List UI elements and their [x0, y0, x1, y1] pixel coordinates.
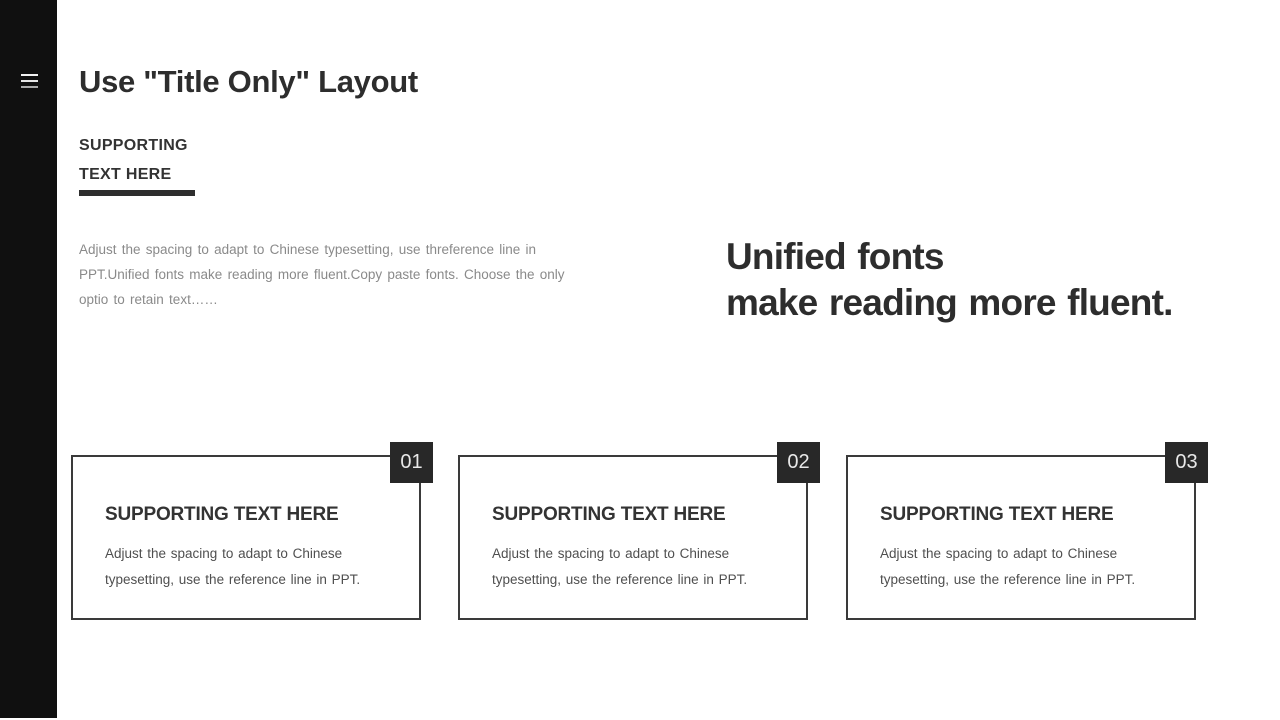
- card-number-badge: 02: [777, 442, 820, 483]
- hamburger-bar: [21, 74, 38, 76]
- hamburger-icon: [21, 74, 38, 88]
- card-02: [458, 451, 810, 620]
- headline-line-1: Unified fonts: [726, 236, 944, 277]
- card-03: [846, 451, 1198, 620]
- supporting-text-line-1: SUPPORTING: [79, 137, 188, 154]
- supporting-text-label: [79, 131, 188, 189]
- supporting-text-line-2: TEXT HERE: [79, 166, 172, 183]
- card-number-badge: 03: [1165, 442, 1208, 483]
- card-body: Adjust the spacing to adapt to Chinese typesetting, use the reference line in PPT.: [880, 546, 1136, 587]
- card-heading: SUPPORTING TEXT HERE: [492, 504, 726, 525]
- card-heading: SUPPORTING TEXT HERE: [105, 504, 339, 525]
- card-body: Adjust the spacing to adapt to Chinese typesetting, use the reference line in PPT.: [492, 546, 748, 587]
- headline-line-2: make reading more fluent.: [726, 282, 1173, 323]
- hamburger-bar: [21, 80, 38, 82]
- hamburger-bar: [21, 86, 38, 88]
- card-body: Adjust the spacing to adapt to Chinese typesetting, use the reference line in PPT.: [105, 546, 361, 587]
- title-underline-rule: [79, 190, 195, 196]
- headline: [726, 234, 1173, 326]
- menu-button[interactable]: [17, 69, 41, 93]
- card-01: [71, 451, 423, 620]
- sidebar: [0, 0, 57, 718]
- slide-title: Use "Title Only" Layout: [79, 64, 418, 99]
- intro-paragraph: Adjust the spacing to adapt to Chinese typesetting, use threference line in PPT.Unified fonts make reading more fluent.Copy paste fonts. Choose the only optio to retain text……: [79, 242, 565, 307]
- card-number-badge: 01: [390, 442, 433, 483]
- card-heading: SUPPORTING TEXT HERE: [880, 504, 1114, 525]
